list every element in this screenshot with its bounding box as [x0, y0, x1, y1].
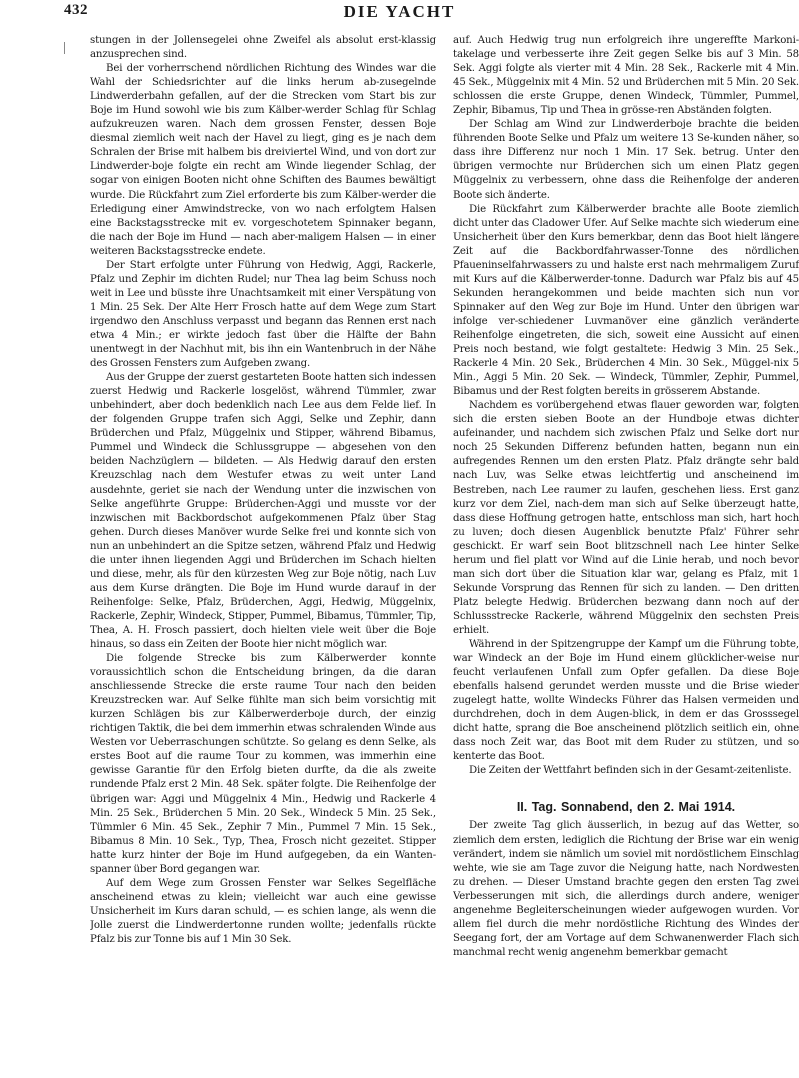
paragraph: Nachdem es vorübergehend etwas flauer geworden war, folgten sich die ersten sieben Boote an der Hundboje etwas dichter aufeinander, und nachdem sich zwischen Pfalz und Selke dort nur noch 25 Sekunden Differenz befunden hatten, begann nun ein aufregendes Rennen um den ersten Platz. Pfalz drängte sehr bald nach Luv, was Selke etwas leichtfertig und anscheinend im Bestreben, nach Lee raumer zu laufen, geschehen liess. Erst ganz kurz vor dem Ziel, nach-dem man sich auf Selke überzeugt hatte, dass diese Hoffnung getrogen hatte, entschloss man sich, hart hoch zu luven; doch diesen Augenblick benutzte Pfalz' Führer sehr geschickt. Er warf sein Boot blitzschnell nach Lee hinter Selke herum und fiel platt vor Wind auf die Linie herab, und noch bevor man sich dort über die Situation klar war, gelang es Pfalz, mit 1 Sekunde Vorsprung das Rennen für sich zu landen. — Den dritten Platz belegte Hedwig. Brüderchen bezwang dann noch auf der Schlussstrecke Rackerle, während Müggelnix den sechsten Preis erhielt.	[453, 400, 799, 636]
paragraph: auf. Auch Hedwig trug nun erfolgreich ihre ungereffte Markoni-takelage und verbesserte ihre Zeit gegen Selke bis auf 3 Min. 58 Sek. Aggi folgte als vierter mit 4 Min. 28 Sek., Rackerle mit 4 Min. 45 Sek., Müggelnix mit 4 Min. 52 und Brüderchen mit 5 Min. 20 Sek. schlossen die erste Gruppe, denen Windeck, Tümmler, Pummel, Zephir, Bibamus, Tip und Thea in grösse-ren Abständen folgten.	[453, 35, 799, 117]
paragraph: Auf dem Wege zum Grossen Fenster war Selkes Segelfläche anscheinend etwas zu klein; vielleicht war auch eine gewisse Unsicherheit im Kurs daran schuld, — es schien lange, als wenn die Jolle zuerst die Lindwerdertonne runden wollte; jedenfalls rückte Pfalz bis zur Tonne bis auf 1 Min 30 Sek.	[90, 877, 436, 945]
paragraph: Bei der vorherrschend nördlichen Richtung des Windes war die Wahl der Schiedsrichter auf die links herum ab-zusegelnde Lindwerderbahn gefallen, auf der die Strecken vom Start bis zur Boje im Hund sowohl wie bis zum Kälber-werder Schlag für Schlag aufzukreuzen waren. Nach dem grossen Fenster, dessen Boje diesmal ziemlich weit nach der Havel zu liegt, ging es je nach dem Schralen der Brise mit halbem bis dreiviertel Wind, und von dort zur Lindwerder-boje folgte ein recht am Winde liegender Schlag, der sogar von einigen Booten nicht ohne Schiften des Baumes bewältigt wurde. Die Rückfahrt zum Ziel erforderte bis zum Kälber-werder die Erledigung einer Amwindstrecke, von wo nach erfolgtem Halsen eine Backstagsstrecke mit ev. vorgeschotetem Spinnaker begann, die nach der Boje im Hund — nach aber-maligem Halsen — in einer weiteren Backstagsstrecke endete.	[90, 63, 436, 257]
paragraph: stungen in der Jollensegelei ohne Zweifel als absolut erst-klassig anzusprechen sind.	[90, 35, 436, 61]
paragraph: Die Rückfahrt zum Kälberwerder brachte alle Boote ziemlich dicht unter das Cladower Ufer. Auf Selke machte sich wiederum eine Unsicherheit über den Kurs bemerkbar, denn das Boot hielt längere Zeit auf die Backbordfahrwasser-Tonne des nördlichen Pfaueninselfahrwassers zu und halste erst nach mehrmaligem Zuruf mit Kurs auf die Kälberwerder-tonne. Dadurch war Pfalz bis auf 45 Sekunden herangekommen und beide machten sich nun vor Spinnaker auf den Weg zur Boje im Hund. Unter den übrigen war infolge ver-schiedener Luvmanöver eine gänzlich veränderte Reihenfolge eingetreten, die sich, soweit eine Aussicht auf einen Preis noch bestand, wie folgt gestaltete: Hedwig 3 Min. 25 Sek., Rackerle 4 Min. 20 Sek., Brüderchen 4 Min. 30 Sek., Müggel-nix 5 Min., Aggi 5 Min. 20 Sek. — Windeck, Tümmler, Zephir, Pummel, Bibamus und der Rest folgten bereits in grösserem Abstande.	[453, 203, 799, 398]
margin-mark	[64, 42, 65, 54]
paragraph: Der zweite Tag glich äusserlich, in bezug auf das Wetter, so ziemlich dem ersten, lediglich die Richtung der Brise war ein wenig verändert, indem sie nämlich um soviel mit nordöstlichem Einschlag wehte, wie sie am Tage zuvor die Neigung hatte, nach Nordwesten zu drehen. — Dieser Umstand brachte gegen den ersten Tag zwei Verbesserungen mit sich, die allerdings durch andere, weniger angenehme Begleiterscheinungen wieder aufgewogen wurden. Vor allem fiel durch die mehr nordöstliche Richtung des Windes der Seegang fort, der am Vortage auf dem Schwanenwerder Flach sich manchmal recht wenig angenehm bemerkbar gemacht	[453, 820, 799, 958]
paragraph: Aus der Gruppe der zuerst gestarteten Boote hatten sich indessen zuerst Hedwig und Rackerle losgelöst, während Tümmler, zwar unbehindert, aber doch bedenklich nach Lee aus dem Felde lief. In der folgenden Gruppe trafen sich Aggi, Selke und Zephir, dann Brüderchen und Pfalz, Müggelnix und Stipper, während Bibamus, Pummel und Windeck die Schlussgruppe — abgesehen von den beiden Nachzüglern — bildeten. — Als Hedwig darauf den ersten Kreuzschlag nach dem Westufer etwas zu weit unter Land ausdehnte, geriet sie nach der Wendung unter die inzwischen von Selke angeführte Gruppe: Brüderchen-Aggi und musste vor der inzwischen mit Backbordschot aufgekommenen Pfalz über Stag gehen. Durch dieses Manöver wurde Selke frei und konnte sich von nun an unbehindert an die Spitze setzen, während Pfalz und Hedwig die unter ihnen liegenden Aggi und Brüderchen im Schach hielten und diese, mehr, als für den kürzesten Weg zur Boje nötig, nach Luv aus dem Kurse drängten. Die Boje im Hund wurde darauf in der Reihenfolge: Selke, Pfalz, Brüderchen, Aggi, Hedwig, Müggelnix, Rackerle, Zephir, Windeck, Stipper, Pummel, Bibamus, Tümmler, Tip, Thea, A. H. Frosch passiert, doch hielten viele weit über die Boje hinaus, so dass ein Zeiten der Boote hier nicht möglich war.	[90, 372, 436, 651]
section-heading: II. Tag. Sonnabend, den 2. Mai 1914.	[516, 800, 736, 815]
paragraph: Der Schlag am Wind zur Lindwerderboje brachte die beiden führenden Boote Selke und Pfalz um weitere 13 Se-kunden näher, so dass ihre Differenz nur noch 1 Min. 17 Sek. betrug. Unter den übrigen vermochte nur Brüderchen sich um einen Platz gegen Müggelnix zu verbessern, ohne dass die Reihenfolge der anderen Boote sich änderte.	[453, 119, 799, 201]
right-column	[453, 34, 799, 1072]
left-column	[90, 34, 436, 1072]
paragraph: Die Zeiten der Wettfahrt befinden sich in der Gesamt-zeitenliste.	[469, 765, 792, 777]
paragraph: Während in der Spitzengruppe der Kampf um die Führung tobte, war Windeck an der Boje im Hund einem glücklicher-weise nur feucht verlaufenen Unfall zum Opfer gefallen. Da diese Boje ebenfalls halsend gerundet werden musste und die Brise wieder zugelegt hatte, wollte Windecks Führer das Halsen vermeiden und durchdrehen, doch in dem Augen-blick, in dem er das Grosssegel dicht hatte, sprang die Boe anscheinend plötzlich seitlich ein, ohne dass noch Zeit war, das Boot mit dem Ruder zu stützen, und so kenterte das Boot.	[453, 639, 799, 763]
paragraph: Der Start erfolgte unter Führung von Hedwig, Aggi, Rackerle, Pfalz und Zephir im dichten Rudel; nur Thea lag beim Schuss noch weit in Lee und büsste ihre Unachtsamkeit mit einer Verspätung von 1 Min. 25 Sek. Der Alte Herr Frosch hatte auf dem Wege zum Start irgendwo den Anschluss verpasst und begann das Rennen erst nach etwa 4 Min.; er wirkte jedoch fast über die Hälfte der Bahn unentwegt in der Nachhut mit, bis ihn ein Wantenbruch in der Nähe des Grossen Fensters zum Aufgeben zwang.	[90, 259, 436, 370]
paragraph: Die folgende Strecke bis zum Kälberwerder konnte voraussichtlich schon die Entscheidung bringen, da die daran anschliessende Strecke die erste raume Tour nach den beiden Kreuzstrecken war. Auf Selke fühlte man sich beim vorsichtig mit kurzen Schlägen bis zur Kälberwerderboje durch, der einzig richtigen Taktik, die bei dem immerhin etwas schralenden Winde aus Westen vor Ueberraschungen schützte. So gelang es denn Selke, als erstes Boot auf die raume Tour zu kommen, was immerhin eine gewisse Garantie für den Erfolg bieten durfte, da die als zweite rundende Pfalz erst 2 Min. 48 Sek. später folgte. Die Reihenfolge der übrigen war: Aggi und Müggelnix 4 Min., Hedwig und Rackerle 4 Min. 25 Sek., Brüderchen 5 Min. 20 Sek., Windeck 5 Min. 25 Sek., Tümmler 6 Min. 45 Sek., Zephir 7 Min., Pummel 7 Min. 15 Sek., Bibamus 8 Min. 10 Sek., Typ, Thea, Frosch nicht gezeitet. Stipper hatte kurz hinter der Boje im Hund aufgegeben, da ein Wanten-spanner über Bord gegangen war.	[90, 653, 436, 875]
running-title: DIE YACHT	[343, 2, 456, 21]
page-number: 432	[64, 2, 88, 18]
